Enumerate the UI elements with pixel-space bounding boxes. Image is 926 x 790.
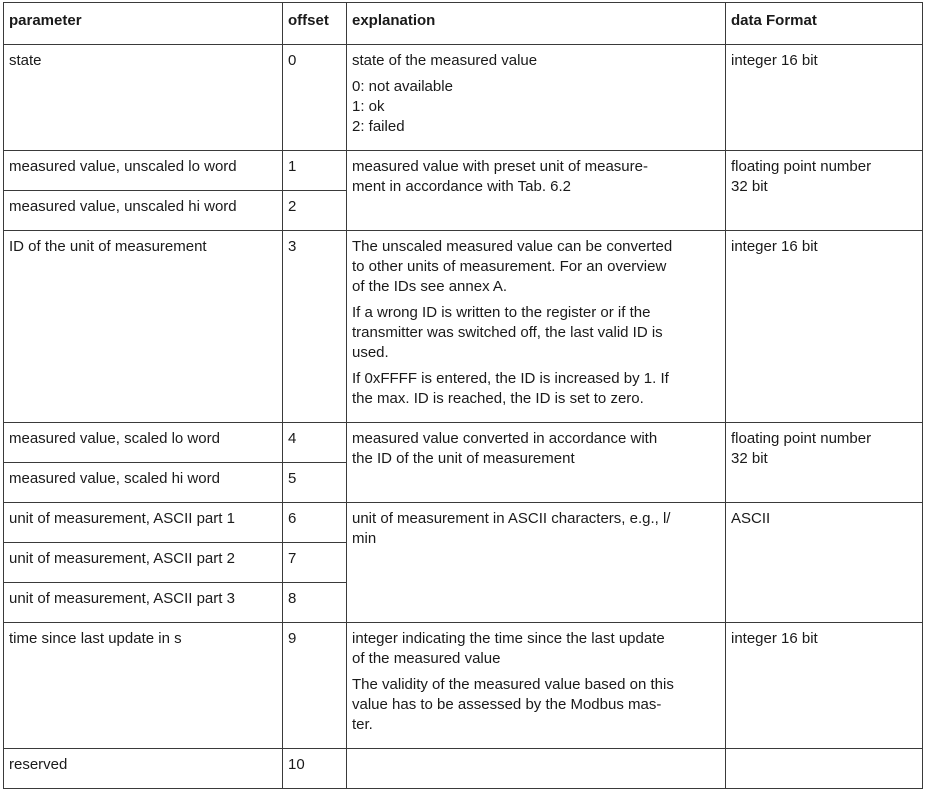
- cell-parameter: measured value, unscaled hi word: [4, 191, 283, 231]
- state-value-list: [352, 77, 720, 137]
- cell-parameter: unit of measurement, ASCII part 2: [4, 543, 283, 583]
- explanation-line: integer indicating the time since the last update: [352, 630, 665, 647]
- header-offset: offset: [283, 3, 347, 45]
- explanation-intro: state of the measured value: [352, 52, 538, 69]
- header-format: data Format: [726, 3, 923, 45]
- explanation-line: ment in accordance with Tab. 6.2: [352, 178, 572, 195]
- cell-explanation-empty: [347, 749, 726, 789]
- cell-offset: 3: [283, 231, 347, 423]
- cell-explanation: [347, 45, 726, 151]
- modbus-register-table: [3, 2, 923, 789]
- cell-parameter: measured value, unscaled lo word: [4, 151, 283, 191]
- explanation-line: transmitter was switched off, the last valid ID is: [352, 324, 663, 341]
- list-item: 1: ok: [352, 98, 385, 115]
- cell-format: [726, 151, 923, 231]
- table-row: [4, 151, 923, 191]
- list-item: 0: not available: [352, 78, 453, 95]
- cell-format: [726, 423, 923, 503]
- explanation-paragraph: [352, 675, 720, 735]
- explanation-line: The validity of the measured value based on this: [352, 676, 674, 693]
- cell-parameter: state: [4, 45, 283, 151]
- cell-explanation: [347, 623, 726, 749]
- explanation-line: ter.: [352, 716, 373, 733]
- cell-explanation: [347, 151, 726, 231]
- explanation-paragraph: [352, 303, 720, 363]
- cell-format: integer 16 bit: [726, 231, 923, 423]
- cell-offset: 5: [283, 463, 347, 503]
- explanation-line: unit of measurement in ASCII characters, e.g., l/: [352, 510, 671, 527]
- cell-offset: 7: [283, 543, 347, 583]
- cell-parameter: ID of the unit of measurement: [4, 231, 283, 423]
- explanation-line: of the IDs see annex A.: [352, 278, 508, 295]
- format-line: 32 bit: [731, 178, 768, 195]
- format-line: 32 bit: [731, 450, 768, 467]
- cell-format: integer 16 bit: [726, 623, 923, 749]
- cell-offset: 0: [283, 45, 347, 151]
- explanation-line: the ID of the unit of measurement: [352, 450, 575, 467]
- cell-explanation: [347, 231, 726, 423]
- cell-offset: 1: [283, 151, 347, 191]
- table-row: [4, 231, 923, 423]
- cell-explanation: [347, 503, 726, 623]
- cell-offset: 9: [283, 623, 347, 749]
- cell-offset: 8: [283, 583, 347, 623]
- table-row: [4, 503, 923, 543]
- cell-parameter: reserved: [4, 749, 283, 789]
- explanation-paragraph: [352, 629, 720, 669]
- cell-parameter: measured value, scaled hi word: [4, 463, 283, 503]
- explanation-line: to other units of measurement. For an overview: [352, 258, 667, 275]
- explanation-line: value has to be assessed by the Modbus mas-: [352, 696, 662, 713]
- table-row: [4, 423, 923, 463]
- cell-parameter: time since last update in s: [4, 623, 283, 749]
- explanation-line: measured value with preset unit of measure-: [352, 158, 648, 175]
- cell-offset: 6: [283, 503, 347, 543]
- format-line: floating point number: [731, 430, 872, 447]
- explanation-paragraph: [352, 237, 720, 297]
- explanation-line: min: [352, 530, 377, 547]
- cell-offset: 4: [283, 423, 347, 463]
- explanation-line: used.: [352, 344, 389, 361]
- cell-offset: 2: [283, 191, 347, 231]
- cell-offset: 10: [283, 749, 347, 789]
- cell-format: integer 16 bit: [726, 45, 923, 151]
- explanation-line: The unscaled measured value can be converted: [352, 238, 673, 255]
- table-row: [4, 45, 923, 151]
- cell-explanation: [347, 423, 726, 503]
- cell-format-empty: [726, 749, 923, 789]
- explanation-paragraph: [352, 369, 720, 409]
- table-row: [4, 749, 923, 789]
- table-header-row: [4, 3, 923, 45]
- cell-parameter: measured value, scaled lo word: [4, 423, 283, 463]
- format-line: floating point number: [731, 158, 872, 175]
- cell-parameter: unit of measurement, ASCII part 3: [4, 583, 283, 623]
- explanation-line: If a wrong ID is written to the register or if the: [352, 304, 651, 321]
- cell-format: ASCII: [726, 503, 923, 623]
- explanation-line: of the measured value: [352, 650, 501, 667]
- header-parameter: parameter: [4, 3, 283, 45]
- explanation-line: measured value converted in accordance with: [352, 430, 658, 447]
- explanation-line: If 0xFFFF is entered, the ID is increased by 1. If: [352, 370, 669, 387]
- list-item: 2: failed: [352, 118, 405, 135]
- table-row: [4, 623, 923, 749]
- header-explanation: explanation: [347, 3, 726, 45]
- explanation-line: the max. ID is reached, the ID is set to zero.: [352, 390, 644, 407]
- cell-parameter: unit of measurement, ASCII part 1: [4, 503, 283, 543]
